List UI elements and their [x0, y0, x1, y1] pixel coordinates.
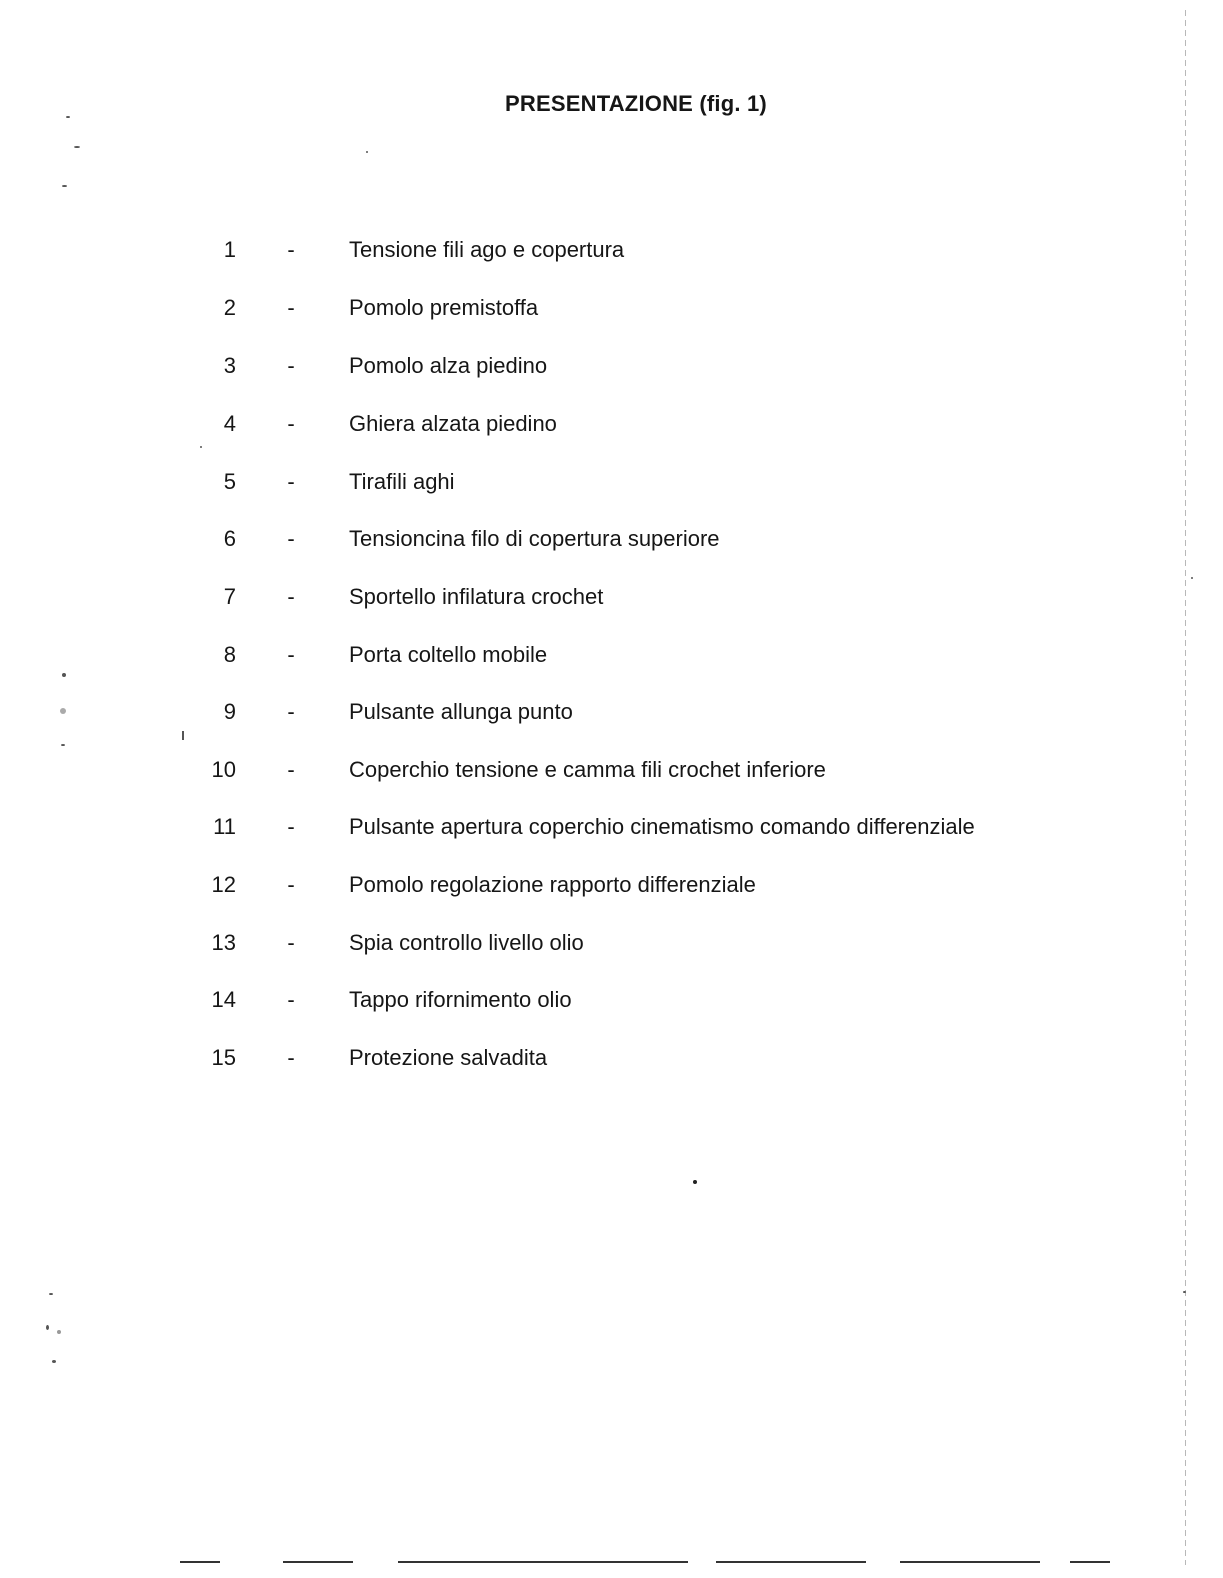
part-separator: -	[287, 526, 295, 551]
part-number: 1	[223, 237, 236, 262]
list-item	[0, 812, 1100, 842]
part-label: Tirafili aghi	[349, 469, 455, 494]
part-label: Ghiera alzata piedino	[349, 411, 557, 436]
scan-speck	[366, 151, 368, 153]
part-number: 12	[211, 872, 236, 897]
part-label: Coperchio tensione e camma fili crochet inferiore	[349, 757, 826, 782]
scan-bottom-rule	[180, 1561, 220, 1563]
scan-speck	[61, 744, 65, 746]
part-separator: -	[287, 699, 295, 724]
part-number: 7	[223, 584, 236, 609]
scan-speck	[1183, 1291, 1186, 1293]
scan-bottom-rule	[283, 1561, 353, 1563]
scan-bottom-rule	[900, 1561, 1040, 1563]
part-separator: -	[287, 987, 295, 1012]
list-item	[0, 870, 1100, 900]
list-item	[0, 1043, 1100, 1073]
part-label: Porta coltello mobile	[349, 642, 548, 667]
part-label: Spia controllo livello olio	[349, 930, 584, 955]
part-number: 14	[211, 987, 236, 1012]
scan-speck	[74, 146, 80, 148]
part-label: Pulsante allunga punto	[349, 699, 573, 724]
list-item	[0, 928, 1100, 958]
scan-speck	[200, 446, 202, 448]
scan-speck	[52, 1360, 56, 1363]
part-separator: -	[287, 872, 295, 897]
part-label: Pulsante apertura coperchio cinematismo comando differenziale	[349, 814, 975, 839]
part-label: Tappo rifornimento olio	[349, 987, 572, 1012]
part-number: 11	[213, 814, 236, 839]
part-separator: -	[287, 584, 295, 609]
list-item	[0, 293, 1100, 323]
scan-speck	[46, 1325, 49, 1330]
part-separator: -	[287, 237, 295, 262]
part-number: 9	[223, 699, 236, 724]
part-separator: -	[287, 469, 295, 494]
part-label: Protezione salvadita	[349, 1045, 548, 1070]
part-number: 5	[223, 469, 236, 494]
part-number: 10	[211, 757, 236, 782]
part-separator: -	[287, 1045, 295, 1070]
part-separator: -	[287, 353, 295, 378]
list-item	[0, 524, 1100, 554]
part-number: 3	[223, 353, 236, 378]
part-label: Tensione fili ago e copertura	[349, 237, 625, 262]
scan-speck	[1191, 577, 1193, 579]
page-title: PRESENTAZIONE (fig. 1)	[505, 91, 767, 116]
part-separator: -	[287, 295, 295, 320]
part-number: 4	[223, 411, 236, 436]
part-number: 15	[211, 1045, 236, 1070]
part-separator: -	[287, 411, 295, 436]
part-separator: -	[287, 757, 295, 782]
part-label: Pomolo premistoffa	[349, 295, 539, 320]
part-number: 2	[223, 295, 236, 320]
scan-edge-line	[1185, 10, 1186, 1565]
list-item	[0, 640, 1100, 670]
list-item	[0, 755, 1100, 785]
list-item	[0, 467, 1100, 497]
part-label: Pomolo regolazione rapporto differenziale	[349, 872, 756, 897]
scan-bottom-rule	[716, 1561, 866, 1563]
part-number: 8	[223, 642, 236, 667]
part-number: 6	[223, 526, 236, 551]
part-label: Sportello infilatura crochet	[349, 584, 604, 609]
scan-bottom-rule	[398, 1561, 688, 1563]
list-item	[0, 697, 1100, 727]
part-number: 13	[211, 930, 236, 955]
scan-bottom-rule	[1070, 1561, 1110, 1563]
scan-speck	[693, 1180, 697, 1184]
list-item	[0, 582, 1100, 612]
scan-speck	[66, 116, 70, 118]
part-label: Tensioncina filo di copertura superiore	[349, 526, 720, 551]
scan-speck	[62, 185, 67, 187]
part-label: Pomolo alza piedino	[349, 353, 548, 378]
list-item	[0, 409, 1100, 439]
part-separator: -	[287, 930, 295, 955]
list-item	[0, 235, 1100, 265]
part-separator: -	[287, 642, 295, 667]
scan-speck	[62, 673, 66, 677]
scan-speck	[182, 731, 184, 740]
scan-speck	[49, 1293, 53, 1295]
list-item	[0, 351, 1100, 381]
list-item	[0, 985, 1100, 1015]
scan-speck	[57, 1330, 61, 1334]
scan-speck	[60, 708, 66, 714]
part-separator: -	[287, 814, 295, 839]
